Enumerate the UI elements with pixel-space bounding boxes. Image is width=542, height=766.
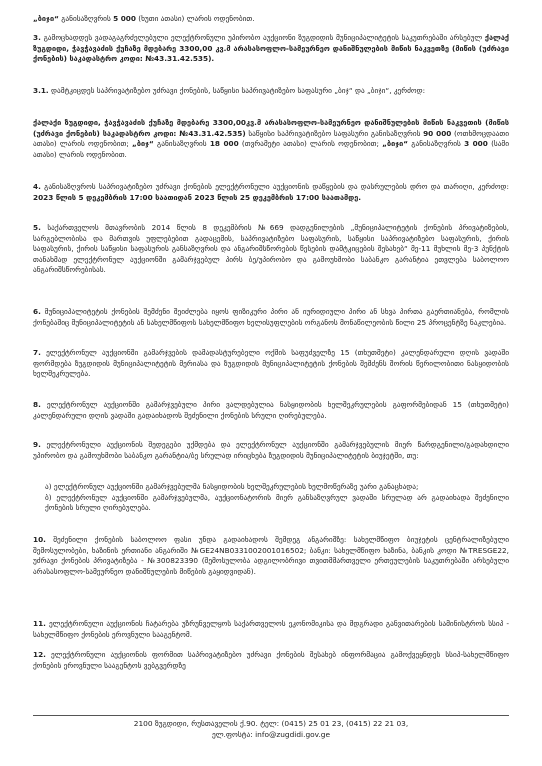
paragraph-11-auction-agency: 11. ელექტრონული აუქციონის ჩატარება უზრუნველყოს საქართველოს ეკონომიკისა და მდგრადი განვითარების სამინისტროს სსიპ - სახელმწიფო ქონების ეროვნული სააგენტომ. <box>33 619 509 639</box>
paragraph-9-auction-cancellation: 9. ელექტრონული აუქციონის შედეგები უქმდება და ელექტრონულ აუქციონში გამარჯვებულის მიერ წარდგენილი/გადახდილი უპირობო და გამოუხმობი საბანკო გარანტია/ბე სრულად ირიცხება ზუგდიდის მუნიციპალიტეტის ბიუჯეტში, თუ: <box>33 440 509 460</box>
paragraph-12-publication: 12. ელექტრონული აუქციონის ფორმით საპრივატიზებო უძრავი ქონების შესახებ ინფორმაცია გამოქვეყნდეს სსიპ-სახელმწიფო ქონების ეროვნული სააგენტოს ვებგვერდზე <box>33 650 509 670</box>
footer-email: ელ.ფოსტა: info@zugdidi.gov.ge <box>211 730 331 739</box>
paragraph-6-buyer-eligibility: 6. მუნიციპალიტეტის ქონების შემძენი შეიძლება იყოს ფიზიკური პირი ან იურიდიული პირი ან სხვა პირთა გაერთიანება, რომლის ქონებაშიც მუნიციპალიტეტის ან სახელმწიფოს სახელმწიფო ხელისუფლების ორგანოს მონაწილეობის წილი 25 პროცენტზე ნაკლებია. <box>33 307 509 327</box>
paragraph-4-auction-dates: 4. განისაზღვროს საპრივატიზებო უძრავი ქონების ელექტრონული აუქციონის დაწყების და დასრულების დრო და თარიღი, კერძოდ: 2023 წლის 5 დეკემბრის 17:00 საათიდან 2023 წლის 25 დეკემბრის 17:00 საათამდე. <box>33 182 509 202</box>
footer-address: 2100 ზუგდიდი, რუსთაველის ქ.90. ტელ: (0415) 25 01 23, (0415) 22 21 03, <box>133 719 409 728</box>
paragraph-8-payment-deadline: 8. ელექტრონულ აუქციონში გამარჯვებული პირი ვალდებულია ნასყიდობის ხელშეკრულების გაფორმებიდან 15 (თხუთმეტი) კალენდარული დღის ვადაში გადაიხადოს შეძენილი ქონების სრული ღირებულება. <box>33 400 509 420</box>
paragraph-5-government-decree: 5. საქართველოს მთავრობის 2014 წლის 8 დეკემბრის №669 დადგენილების „მუნიციპალიტეტის ქონების პრივატიზების, სარგებლობისა და მართვის უფლებებით გადაცემის, საპრივატიზებო საფასურის, საწყისი საპრივატიზებო საფასურის, ქირის საფასურის, ქირის საწყისი საფასურის განსაზღვრის და ანგარიშსწორების წესების დამტკიცების შესახებ“ მე-11 მუხლის მე-3 პუნქტის თანახმად ელექტრონულ აუქციონში გამარჯვებულ პირს ბე/უპირობო და გამოუხმობი საბანკო გარანტია ეთვლება საბოლოო ანგარიშსწორებისას. <box>33 223 509 275</box>
paragraph-9-conditions-list: ა) ელექტრონულ აუქციონში გამარჯვებულმა ნასყიდობის ხელშეკრულების ხელმოწერაზე უარი განაცხადა; ბ) ელექტრონულ აუქციონში გამარჯვებულმა, აუქციონატორის მიერ განსაზღვრულ ვადაში სრულად არ გადაიხადა შეძენილი ქონების სრული ღირებულება. <box>45 482 509 513</box>
paragraph-property-prices: ქალაქი ზუგდიდი, ჭავჭავაძის ქუჩაზე მდებარე 3300,00კვ.მ არასასოფლო-სამეურნეო დანიშნულების მიწის ნაკვეთის (მიწის (უძრავი ქონების) საკადასტრო კოდი: №43.31.42.535) საწყისი საპრივატიზებო საფასური განისაზღვრის 90 000 (ოთხმოცდაათი ათასი) ლარის ოდენობით; „ბიჯ“ განისაზღვრის 18 000 (თვრამეტი ათასი) ლარის ოდენობით; „ბიჯი“ განისაზღვრის 3 000 (სამი ათასი) ლარის ოდენობით. <box>33 118 510 159</box>
paragraph-3-auction-announcement: 3. გამოცხადდეს ვადაგაგრძელებული ელექტრონული უპირობო აუქციონი ზუგდიდის მუნიციპალიტეტის საკუთრებაში არსებულ ქალაქ ზუგდიდი, ჭავჭავაძის ქუჩაზე მდებარე 3300,00 კვ.მ არასასოფლო-სამეურნეო დანიშნულების მიწის ნაკვეთზე (მიწის (უძრავი ქონების) საკადასტრო კოდი: №43.31.42.535). <box>33 33 509 64</box>
footer-divider <box>33 715 509 716</box>
paragraph-7-contract-signing: 7. ელექტრონულ აუქციონში გამარჯვების დამადასტურებელი ოქმის საფუძველზე 15 (თხუთმეტი) კალენდარული დღის ვადაში ფორმდება ზუგდიდის მუნიციპალიტეტის მერიასა და ზუგდიდის მუნიციპალიტეტის ქონების შემძენს შორის წერილობითი ნასყიდობის ხელშეკრულება. <box>33 348 509 379</box>
paragraph-10-payment-account: 10. შეძენილი ქონების საბოლოო ფასი უნდა გადაიხადოს შემდეგ ანგარიშზე: სახელმწიფო ბიუჯეტის ცენტრალიზებული შემოსულობები, ხაზინის ერთიანი ანგარიში №GE24NB0331002001016502; ბანკი: სახელმწიფო ხაზინა, ბანკის კოდი №TRESGE22, უძრავი ქონების პრივატიზება - №300823390 (შემოსულობა ადგილობრივი თვითმმართველი ერთეულების საკუთრებაში არსებული არასასოფლო-სამეურნეო დანიშნულების მიწების გაყიდვიდან). <box>33 535 509 576</box>
paragraph-3-1-approve-prices: 3.1. დამტკიცდეს საპრივატიზებო უძრავი ქონების, საწყისი საპრივატიზებო საფასური „ბიჯ“ და „ბიჯი“, კერძოდ: <box>33 86 426 95</box>
paragraph-bid-step: „ბიჯი“ განისაზღვრის 5 000 (ხუთი ათასი) ლარის ოდენობით. <box>33 14 255 23</box>
